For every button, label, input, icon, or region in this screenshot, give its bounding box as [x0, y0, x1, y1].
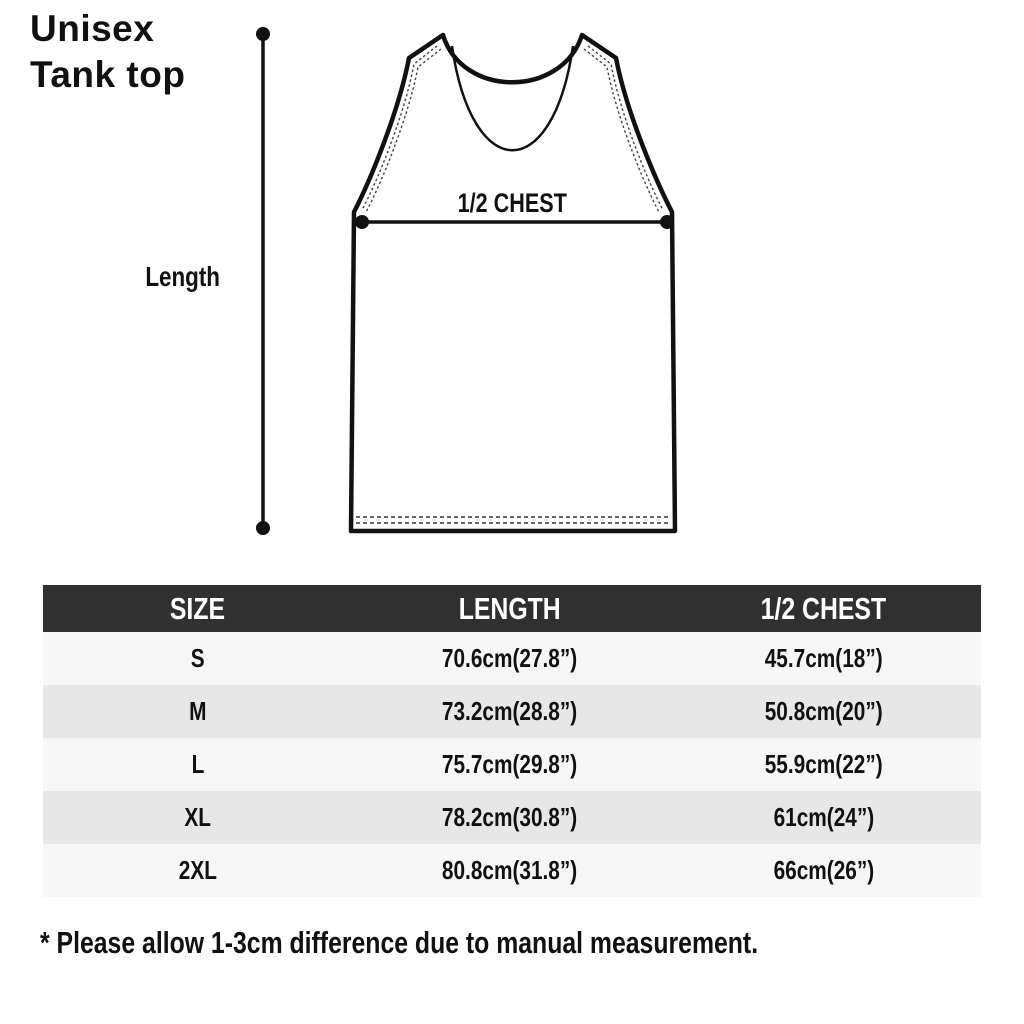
col-header-length: LENGTH [458, 590, 561, 626]
half-chest-label [412, 188, 612, 219]
tank-top-outline [351, 35, 675, 531]
cell-size: L [191, 749, 205, 779]
cell-half-chest: 50.8cm(20”) [764, 696, 883, 726]
cell-size: M [189, 696, 207, 726]
page-title-line1: Unisex [30, 8, 155, 49]
cell-length: 75.7cm(29.8”) [441, 749, 578, 779]
size-table [43, 585, 981, 897]
table-row-m [43, 685, 981, 738]
table-row-2xl [43, 844, 981, 897]
col-header-half-chest: 1/2 CHEST [761, 590, 887, 626]
cell-size: XL [184, 802, 212, 832]
cell-half-chest: 66cm(26”) [773, 855, 875, 885]
table-row-l [43, 738, 981, 791]
half-chest-label-text: 1/2 CHEST [457, 188, 567, 218]
size-table-header [43, 585, 981, 632]
table-row-xl [43, 791, 981, 844]
cell-half-chest: 61cm(24”) [773, 802, 875, 832]
measurement-note [40, 925, 938, 961]
cell-length: 73.2cm(28.8”) [441, 696, 578, 726]
length-label-text: Length [145, 261, 221, 292]
cell-length: 78.2cm(30.8”) [441, 802, 578, 832]
cell-half-chest: 45.7cm(18”) [764, 643, 883, 673]
page-title-line2: Tank top [30, 54, 186, 95]
length-label [118, 261, 248, 293]
cell-half-chest: 55.9cm(22”) [764, 749, 883, 779]
table-row-s [43, 632, 981, 685]
col-header-size: SIZE [170, 590, 226, 626]
measurement-note-text: * Please allow 1-3cm difference due to manual measurement. [40, 925, 759, 960]
cell-length: 80.8cm(31.8”) [441, 855, 578, 885]
length-measure-line [256, 27, 270, 535]
cell-length: 70.6cm(27.8”) [441, 643, 578, 673]
cell-size: S [190, 643, 205, 673]
cell-size: 2XL [178, 855, 217, 885]
